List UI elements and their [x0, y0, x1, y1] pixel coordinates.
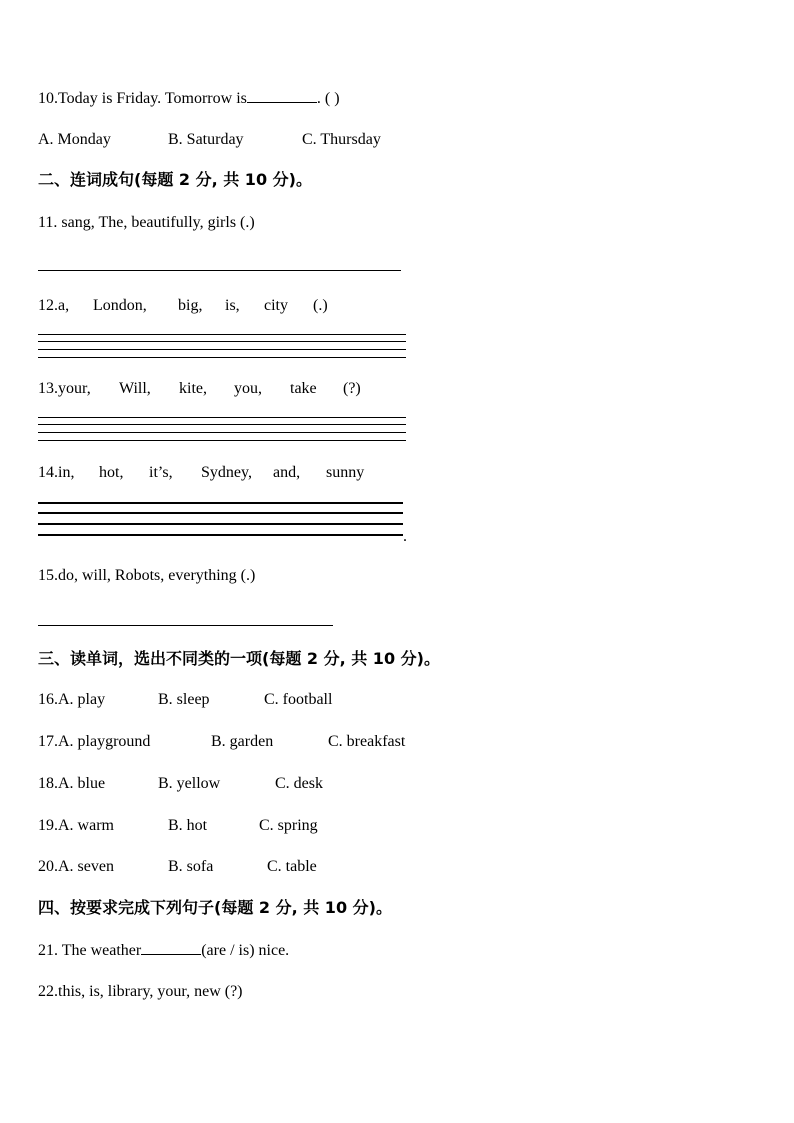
option-b: B. sleep [158, 691, 210, 708]
section-4-title: 四、按要求完成下列句子(每题 2 分, 共 10 分)。 [38, 898, 392, 917]
word: a, [58, 297, 70, 314]
option-c: C. spring [259, 817, 318, 834]
option-a: A. Monday [38, 131, 111, 148]
writing-line [38, 424, 406, 425]
question-17 [38, 732, 405, 752]
question-12-number: 12 [38, 297, 54, 314]
writing-line [38, 357, 406, 358]
answer-line[interactable] [38, 270, 401, 271]
writing-line [38, 440, 406, 441]
option-a: A. blue [58, 775, 106, 792]
question-18 [38, 774, 323, 794]
answer-line[interactable] [38, 625, 333, 626]
section-2-title: 二、连词成句(每题 2 分, 共 10 分)。 [38, 170, 312, 189]
option-c: C. breakfast [328, 733, 406, 750]
writing-line [38, 512, 403, 514]
question-13-number: 13 [38, 380, 54, 397]
option-b: B. Saturday [168, 131, 244, 148]
option-c: C. football [264, 691, 333, 708]
question-20 [38, 857, 317, 877]
word: (.) [313, 297, 328, 314]
question-22: 22.this, is, library, your, new (?) [38, 983, 243, 1000]
word: kite, [179, 380, 207, 397]
word: it’s, [149, 464, 173, 481]
word: Sydney, [201, 464, 252, 481]
option-a: A. playground [58, 733, 151, 750]
word: (?) [343, 380, 361, 397]
question-20-number: 20. [38, 858, 58, 875]
question-10-text: 10.Today is Friday. Tomorrow is [38, 90, 247, 107]
question-21 [38, 940, 289, 961]
writing-line [38, 534, 403, 536]
writing-line [38, 502, 403, 504]
option-a: A. seven [58, 858, 114, 875]
answer-blank[interactable] [141, 940, 201, 955]
question-10-options [38, 130, 381, 150]
question-21-text: 21. The weather [38, 942, 142, 959]
question-14-number: 14 [38, 464, 54, 481]
option-c: C. Thursday [302, 131, 381, 148]
question-12: 12.a, London, big, is, city (.) [38, 297, 328, 314]
word: London, [93, 297, 147, 314]
writing-line [38, 523, 403, 525]
question-15-words: do, will, Robots, everything (.) [58, 567, 256, 584]
word: big, [178, 297, 203, 314]
question-15-number: 15 [38, 567, 54, 584]
answer-blank[interactable] [247, 88, 317, 103]
question-10 [38, 88, 340, 109]
option-b: B. garden [211, 733, 274, 750]
writing-line [38, 417, 406, 418]
section-3-title: 三、读单词，选出不同类的一项(每题 2 分, 共 10 分)。 [38, 649, 440, 668]
writing-line [38, 349, 406, 350]
question-11: 11. sang, The, beautifully, girls (.) [38, 214, 255, 231]
option-b: B. sofa [168, 858, 214, 875]
option-b: B. yellow [158, 775, 221, 792]
question-10-end: . ( ) [316, 90, 340, 107]
question-19 [38, 816, 318, 836]
word: your, [58, 380, 91, 397]
word: city [264, 297, 288, 314]
word: sunny [326, 464, 365, 481]
writing-line [38, 341, 406, 342]
option-c: C. desk [275, 775, 323, 792]
question-18-number: 18. [38, 775, 58, 792]
word: and, [273, 464, 301, 481]
question-14: 14.in, hot, it’s, Sydney, and, sunny [38, 464, 365, 481]
word: you, [234, 380, 262, 397]
question-16 [38, 690, 332, 710]
word: in, [58, 464, 75, 481]
word: Will, [119, 380, 151, 397]
question-11-number: 11 [38, 214, 54, 231]
option-b: B. hot [168, 817, 208, 834]
question-15: 15.do, will, Robots, everything (.) [38, 567, 256, 584]
question-11-words: sang, The, beautifully, girls (.) [61, 214, 255, 231]
writing-line [38, 432, 406, 433]
writing-line [38, 334, 406, 335]
word: hot, [99, 464, 124, 481]
option-a: A. play [58, 691, 106, 708]
word: take [290, 380, 317, 397]
question-16-number: 16. [38, 691, 58, 708]
question-14-period: . [403, 528, 407, 545]
question-21-end: (are / is) nice. [201, 942, 290, 959]
question-13: 13.your, Will, kite, you, take (?) [38, 380, 361, 397]
question-19-number: 19. [38, 817, 58, 834]
option-c: C. table [267, 858, 317, 875]
option-a: A. warm [58, 817, 114, 834]
question-17-number: 17. [38, 733, 58, 750]
word: is, [225, 297, 240, 314]
